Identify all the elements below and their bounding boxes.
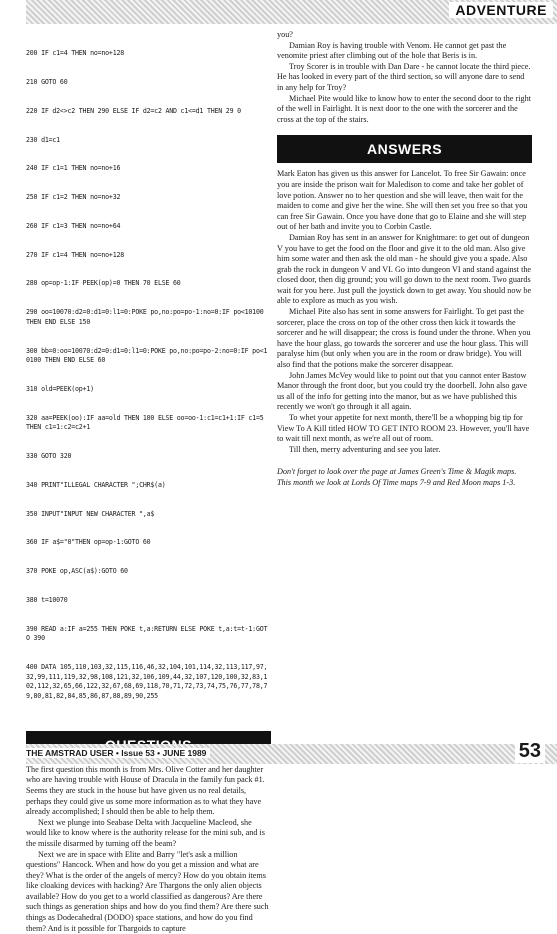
answer-paragraph: Damian Roy has sent in an answer for Knightmare: to get out of dungeon V you have to get the food on the floor and give it to the old man. Also give him some water and then ask the old man - he should give you a spade. Also grab the rock in dungeon V and VI. Go into dungeon VI and stand against the closed door, then dig ground; you will go down to the next room. Two guards wait for you here. Just pull the joystick down to get away. You should now be able to explore as much as you wish. xyxy=(277,233,532,307)
question-paragraph: Next we are in space with Elite and Barry "let's ask a million questions" Hancock. When and how do you get a mission and what are they? What is the order of the angels of mercy? How do you obtain items like cloaking devices with hacking? Are Thargons the only alien objects available? How do you get to a world classified as dangerous? Are there such things as generation ships and how do you find them? Are there such things as Dodecahedral (DODO) space stations, and how do you find them? And is it possible for Thargoids to capture xyxy=(26,850,271,934)
code-line: 240 IF c1=1 THEN no=no+16 xyxy=(26,164,271,174)
code-line: 320 aa=PEEK(oo):IF aa=old THEN 100 ELSE oo=oo-1:c1=c1+1:IF c1=5 THEN c1=1:c2=c2+1 xyxy=(26,414,271,433)
code-line: 360 IF a$="0"THEN op=op-1:GOTO 60 xyxy=(26,538,271,548)
code-line: 200 IF c1=4 THEN no=no+128 xyxy=(26,49,271,59)
question-paragraph: Damian Roy is having trouble with Venom. He cannot get past the venomite priest after climbing out of the hole that Beris is in. xyxy=(277,41,532,62)
code-line: 380 t=10070 xyxy=(26,596,271,606)
question-paragraph: Next we plunge into Seabase Delta with Jacqueline Macleod, she would like to know where is the authority release for the mini sub, and is the missile disarmed by turning off the beam? xyxy=(26,818,271,850)
question-continued: you? xyxy=(277,30,532,41)
code-line: 250 IF c1=2 THEN no=no+32 xyxy=(26,193,271,203)
left-column xyxy=(26,30,271,934)
code-line: 270 IF c1=4 THEN no=no+128 xyxy=(26,251,271,261)
answer-paragraph: Michael Pite also has sent in some answers for Fairlight. To get past the sorcerer, place the cross on top of the other cross then kick it towards the sorcerer and he will disappear; the cross is found under the throne. When you have the hour glass, go towards the sorcerer and use the hour glass. This will paralyse him (but only when you are in the room or draw bridge). You will also find that the potions make the sorcerer disappear. xyxy=(277,307,532,371)
code-line: 390 READ a:IF a=255 THEN POKE t,a:RETURN ELSE POKE t,a:t=t-1:GOTO 390 xyxy=(26,625,271,644)
footer-publication: THE AMSTRAD USER • Issue 53 • JUNE 1989 xyxy=(26,748,210,758)
code-line: 280 op=op-1:IF PEEK(op)=0 THEN 70 ELSE 60 xyxy=(26,279,271,289)
question-paragraph: The first question this month is from Mrs. Olive Cotter and her daughter who are having trouble with House of Dracula in the family fun pack #1. Seems they are stuck in the house but have given us no real details, perhaps they could give us some more information as to what they have already accomplished; I should then be able to help them. xyxy=(26,765,271,818)
question-paragraph: Troy Scorer is in trouble with Dan Dare - he cannot locate the third piece. He has looked in every part of the third section, so will anyone dare to send in any help for Troy? xyxy=(277,62,532,94)
code-line: 370 POKE op,ASC(a$):GOTO 60 xyxy=(26,567,271,577)
header-band xyxy=(26,0,557,24)
code-line: 230 d1=c1 xyxy=(26,136,271,146)
section-title: ADVENTURE xyxy=(449,2,553,18)
maps-note: Don't forget to look over the page at James Green's Time & Magik maps. This month we look at Lords Of Time maps 7-9 and Red Moon maps 1-3. xyxy=(277,467,532,488)
answer-paragraph: To whet your appetite for next month, there'll be a whopping big tip for View To A Kill titled HOW TO GET INTO ROOM 23. However, you'll have to wait till next month, as we're all out of room. xyxy=(277,413,532,445)
code-line: 400 DATA 105,110,103,32,115,116,46,32,104,101,114,32,113,117,97,32,99,111,119,32,98,108,121,32,106,109,44,32,107,120,100,32,83,102,112,32,65,66,122,32,67,68,69,118,70,71,72,73,74,75,76,77,78,79,80,81,82,84,85,86,87,88,89,90,255 xyxy=(26,663,271,701)
answers-heading: ANSWERS xyxy=(277,135,532,163)
code-line: 290 oo=10070:d2=0:d1=0:l1=0:POKE po,no:po=po-1:no=0:IF po<10100 THEN END ELSE 150 xyxy=(26,308,271,327)
code-line: 220 IF d2<>c2 THEN 290 ELSE IF d2=c2 AND c1<=d1 THEN 29 0 xyxy=(26,107,271,117)
code-line: 310 old=PEEK(op+1) xyxy=(26,385,271,395)
code-listing xyxy=(26,30,271,721)
code-line: 260 IF c1=3 THEN no=no+64 xyxy=(26,222,271,232)
page-number: 53 xyxy=(515,740,545,763)
right-column xyxy=(277,30,532,489)
answer-paragraph: Till then, merry adventuring and see you later. xyxy=(277,445,532,456)
answer-paragraph: Mark Eaton has given us this answer for Lancelot. To free Sir Gawain: once you are inside the prison wait for Maledison to come and take her goblet of love potion. Answer no to her question and she will leave, then wait for the maiden to come and give her the wine. She will then set you free so that you can free Sir Gawain. Once you have done that go to Elaine and she will step out of her bath and invite you to Corbin Castle. xyxy=(277,169,532,233)
footer-band xyxy=(26,744,557,764)
code-line: 300 bb=0:oo=10070:d2=0:d1=0:l1=0:POKE po,no:po=po-2:no=0:IF po<10100 THEN END ELSE 60 xyxy=(26,347,271,366)
code-line: 340 PRINT"ILLEGAL CHARACTER ";CHR$(a) xyxy=(26,481,271,491)
answer-paragraph: John James McVey would like to point out that you cannot enter Bastow Manor through the front door, but you could try the doorbell. John also gave us all of the info for getting into the manor, but as we have published this recently we won't go through it all again. xyxy=(277,371,532,413)
code-line: 330 GOTO 320 xyxy=(26,452,271,462)
code-line: 210 GOTO 60 xyxy=(26,78,271,88)
question-paragraph: Michael Pite would like to know how to enter the second door to the right of the well in Fairlight. It is next door to the one with the sorcerer and the cross at the top of the stairs. xyxy=(277,94,532,126)
code-line: 350 INPUT"INPUT NEW CHARACTER ",a$ xyxy=(26,510,271,520)
